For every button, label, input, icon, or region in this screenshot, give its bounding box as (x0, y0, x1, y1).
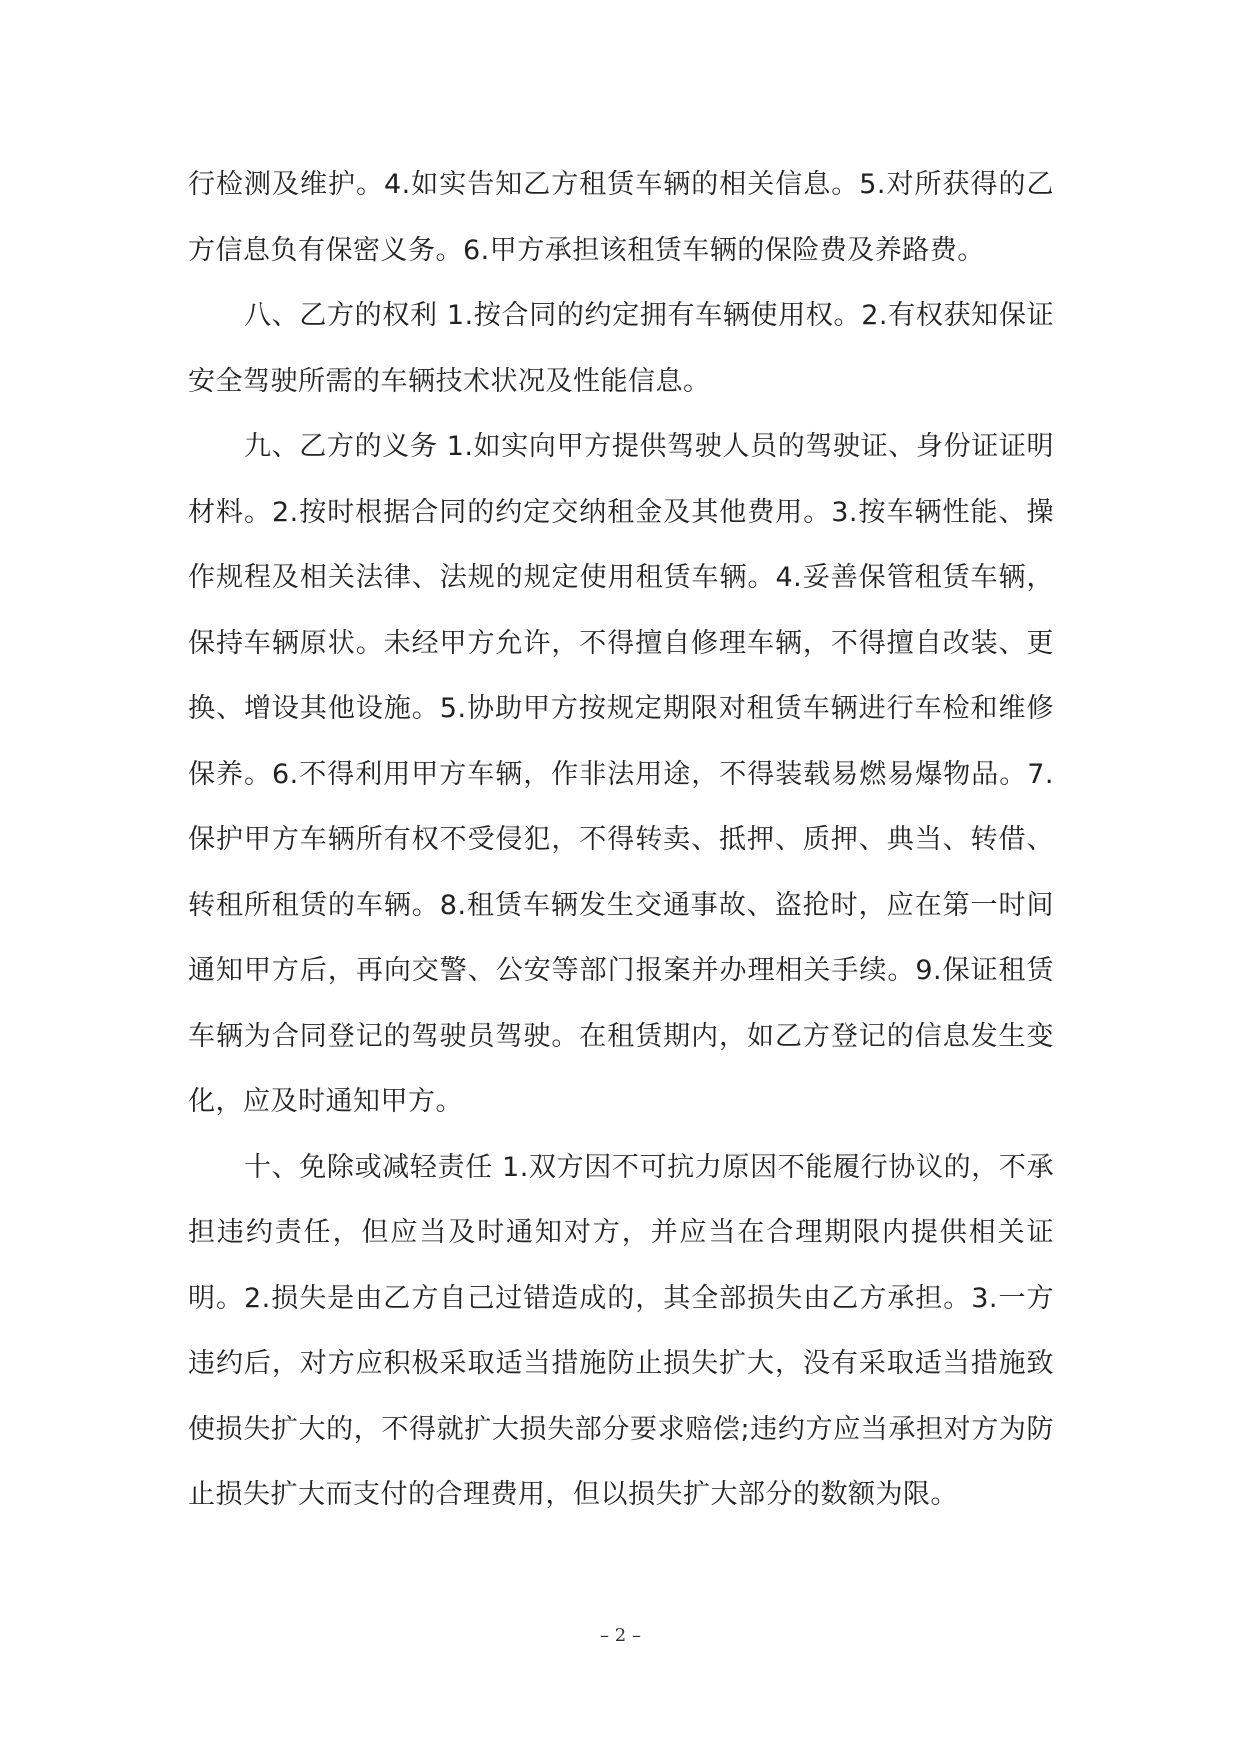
paragraph-continuation: 行检测及维护。4.如实告知乙方租赁车辆的相关信息。5.对所获得的乙方信息负有保密义务。6.甲方承担该租赁车辆的保险费及养路费。 (188, 169, 1054, 266)
paragraph-section-10: 十、免除或减轻责任 1.双方因不可抗力原因不能履行协议的，不承担违约责任，但应当及时通知对方，并应当在合理期限内提供相关证明。2.损失是由乙方自己过错造成的，其全部损失由乙方承担。3.一方违约后，对方应积极采取适当措施防止损失扩大，没有采取适当措施致使损失扩大的，不得就扩大损失部分要求赔偿;违约方应当承担对方为防止损失扩大而支付的合理费用，但以损失扩大部分的数额为限。 (188, 1151, 1054, 1510)
paragraph-section-8: 八、乙方的权利 1.按合同的约定拥有车辆使用权。2.有权获知保证安全驾驶所需的车辆技术状况及性能信息。 (188, 300, 1054, 397)
document-body (188, 152, 1054, 1528)
page-number: – 2 – (600, 1625, 641, 1646)
paragraph-section-9: 九、乙方的义务 1.如实向甲方提供驾驶人员的驾驶证、身份证证明材料。2.按时根据合同的约定交纳租金及其他费用。3.按车辆性能、操作规程及相关法律、法规的规定使用租赁车辆。4.妥善保管租赁车辆，保持车辆原状。未经甲方允许，不得擅自修理车辆，不得擅自改装、更换、增设其他设施。5.协助甲方按规定期限对租赁车辆进行车检和维修保养。6.不得利用甲方车辆，作非法用途，不得装载易燃易爆物品。7.保护甲方车辆所有权不受侵犯，不得转卖、抵押、质押、典当、转借、转租所租赁的车辆。8.租赁车辆发生交通事故、盗抢时，应在第一时间通知甲方后，再向交警、公安等部门报案并办理相关手续。9.保证租赁车辆为合同登记的驾驶员驾驶。在租赁期内，如乙方登记的信息发生变化，应及时通知甲方。 (188, 431, 1054, 1117)
